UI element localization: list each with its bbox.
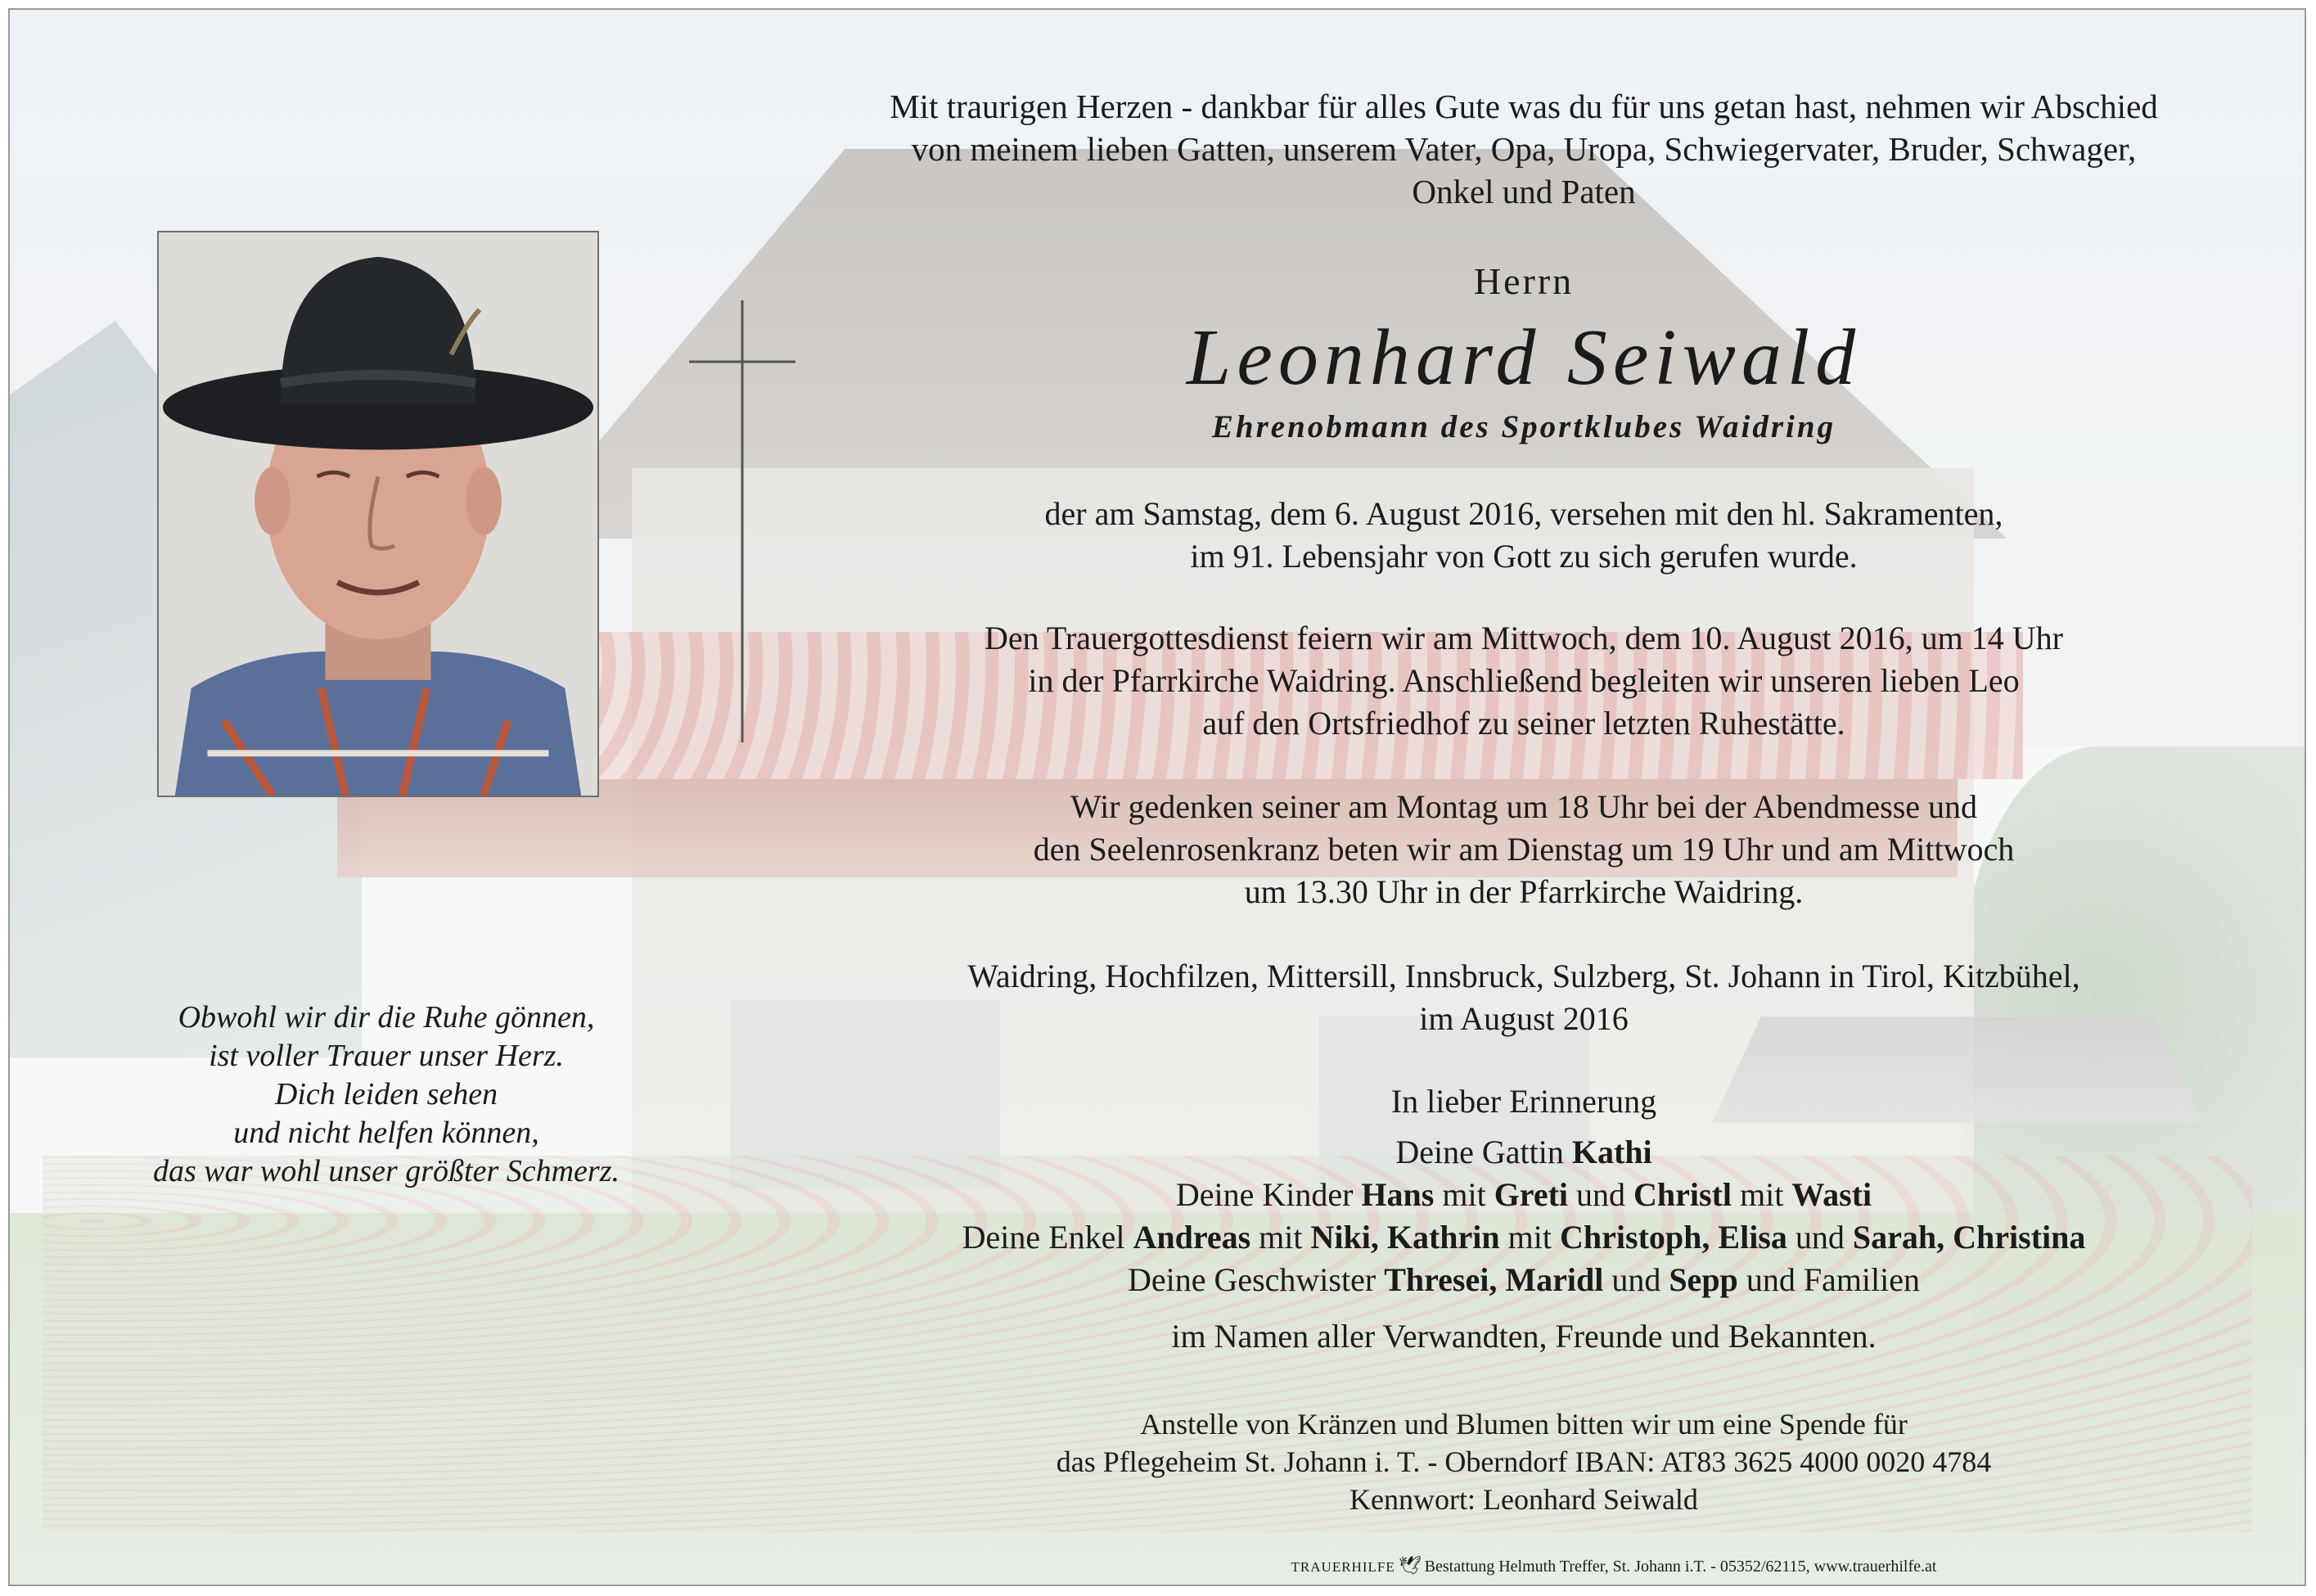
intro-line: Mit traurigen Herzen - dankbar für alles Gute was du für uns getan hast, nehmen wir Abschied	[890, 88, 2158, 125]
prayer-line: Wir gedenken seiner am Montag um 18 Uhr bei der Abendmesse und	[1070, 788, 1978, 825]
deceased-title: Ehrenobmann des Sportklubes Waidring	[1211, 409, 1836, 444]
poem-line: das war wohl unser größter Schmerz.	[152, 1154, 620, 1188]
footer	[976, 1555, 2252, 1576]
funeral-info	[812, 617, 2236, 745]
portrait-photo	[157, 231, 599, 797]
cross-icon	[689, 300, 795, 742]
death-notice-line: der am Samstag, dem 6. August 2016, versehen mit den hl. Sakramenten,	[1044, 495, 2003, 532]
places-date	[812, 955, 2236, 1040]
family-grandchildren: Deine Enkel Andreas mit Niki, Kathrin mit Christoph, Elisa und Sarah, Christina	[962, 1219, 2086, 1256]
family-list	[812, 1131, 2236, 1301]
intro-line: von meinem lieben Gatten, unserem Vater, Opa, Uropa, Schwiegervater, Bruder, Schwager,	[911, 130, 2137, 168]
poem-line: Dich leiden sehen	[274, 1077, 498, 1111]
deceased-name: Leonhard Seiwald	[1186, 313, 1862, 402]
prayer-line: um 13.30 Uhr in der Pfarrkirche Waidring.	[1244, 873, 1804, 910]
death-notice	[812, 493, 2236, 578]
date-line: im August 2016	[1419, 1000, 1629, 1037]
poem-line: und nicht helfen können,	[233, 1116, 539, 1150]
family-siblings: Deine Geschwister Thresei, Maridl und Sepp und Familien	[1127, 1261, 1921, 1298]
obituary-card	[8, 8, 2306, 1586]
funeral-line: in der Pfarrkirche Waidring. Anschließend begleiten wir unseren lieben Leo	[1028, 662, 2020, 699]
intro-text	[771, 85, 2277, 213]
funeral-line: Den Trauergottesdienst feiern wir am Mittwoch, dem 10. August 2016, um 14 Uhr	[984, 620, 2063, 656]
death-notice-line: im 91. Lebensjahr von Gott zu sich gerufen wurde.	[1190, 538, 1858, 575]
places-line: Waidring, Hochfilzen, Mittersill, Innsbruck, Sulzberg, St. Johann in Tirol, Kitzbühel,	[967, 958, 2080, 994]
prayer-info	[812, 786, 2236, 913]
prayer-line: den Seelenrosenkranz beten wir am Dienstag um 19 Uhr und am Mittwoch	[1033, 831, 2015, 868]
memory-heading: In lieber Erinnerung	[1390, 1083, 1657, 1120]
poem-line: Obwohl wir dir die Ruhe gönnen,	[178, 1000, 595, 1035]
donation-line: Anstelle von Kränzen und Blumen bitten wir um eine Spende für	[1140, 1408, 1908, 1440]
dove-icon: 🕊︎	[1398, 1555, 1422, 1576]
donation-request	[812, 1405, 2236, 1518]
donation-line: das Pflegeheim St. Johann i. T. - Oberndorf IBAN: AT83 3625 4000 0020 4784	[1056, 1445, 1992, 1478]
donation-line: Kennwort: Leonhard Seiwald	[1349, 1483, 1698, 1516]
funeral-line: auf den Ortsfriedhof zu seiner letzten Ruhestätte.	[1202, 705, 1845, 742]
poem-line: ist voller Trauer unser Herz.	[209, 1039, 564, 1073]
family-children: Deine Kinder Hans mit Greti und Christl mit Wasti	[1175, 1176, 1872, 1213]
family-wife: Deine Gattin Kathi	[1395, 1134, 1652, 1170]
salutation: Herrn	[1473, 260, 1575, 302]
intro-line: Onkel und Paten	[1412, 173, 1636, 210]
footer-text: Bestattung Helmuth Treffer, St. Johann i.T. - 05352/62115, www.trauerhilfe.at	[1424, 1558, 1937, 1576]
footer-brand: TRAUERHILFE	[1291, 1559, 1395, 1575]
family-note: im Namen aller Verwandten, Freunde und Bekannten.	[1171, 1318, 1877, 1355]
poem	[92, 999, 681, 1191]
